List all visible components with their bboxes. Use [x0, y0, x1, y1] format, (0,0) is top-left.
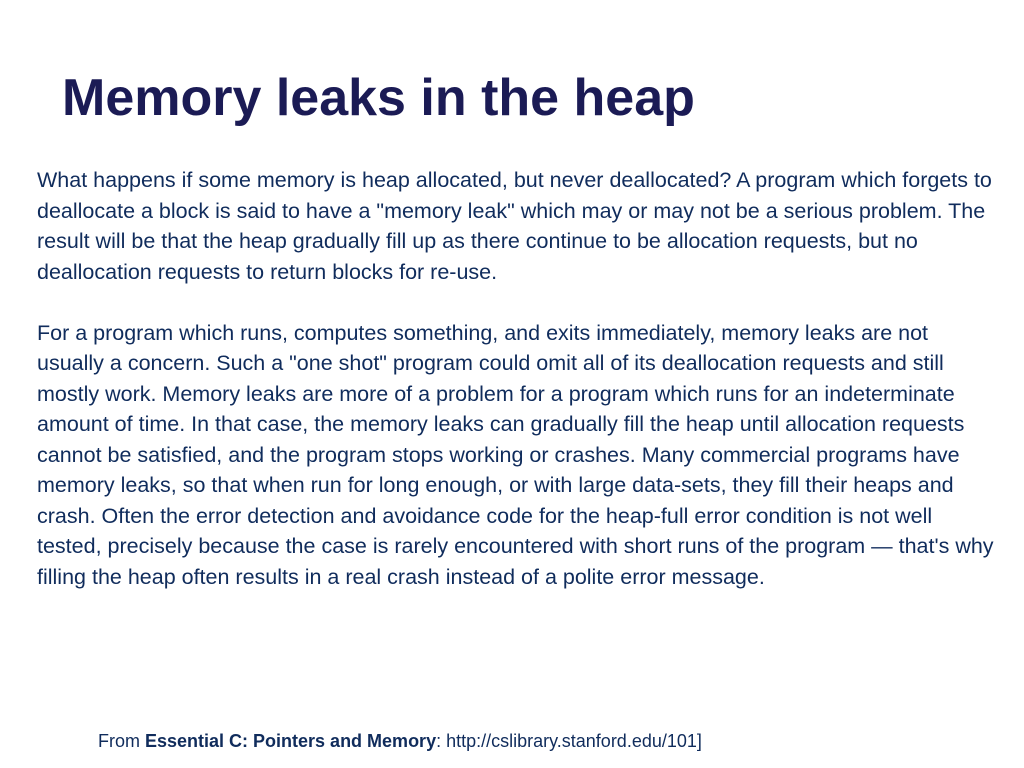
citation-prefix: From — [98, 731, 145, 751]
slide-body — [37, 165, 997, 623]
body-paragraph-1: What happens if some memory is heap allocated, but never deallocated? A program which forgets to deallocate a block is said to have a "memory leak" which may or may not be a serious problem. The result will be that the heap gradually fill up as there continue to be allocation requests, but no deallocation requests to return blocks for re-use. — [37, 168, 992, 284]
citation-suffix: : http://cslibrary.stanford.edu/101] — [436, 731, 702, 751]
body-paragraph-2: For a program which runs, computes something, and exits immediately, memory leaks are not usually a concern. Such a "one shot" program could omit all of its deallocation requests and still mostly work. Memory leaks are more of a problem for a program which runs for an indeterminate amount of time. In that case, the memory leaks can gradually fill the heap until allocation requests cannot be satisfied, and the program stops working or crashes. Many commercial programs have memory leaks, so that when run for long enough, or with large data-sets, they fill their heaps and crash. Often the error detection and avoidance code for the heap-full error condition is not well tested, precisely because the case is rarely encountered with short runs of the program — that's why filling the heap often results in a real crash instead of a polite error message. — [37, 320, 994, 589]
citation — [98, 728, 702, 754]
slide-title: Memory leaks in the heap — [62, 69, 695, 127]
citation-book-title: Essential C: Pointers and Memory — [145, 731, 437, 751]
